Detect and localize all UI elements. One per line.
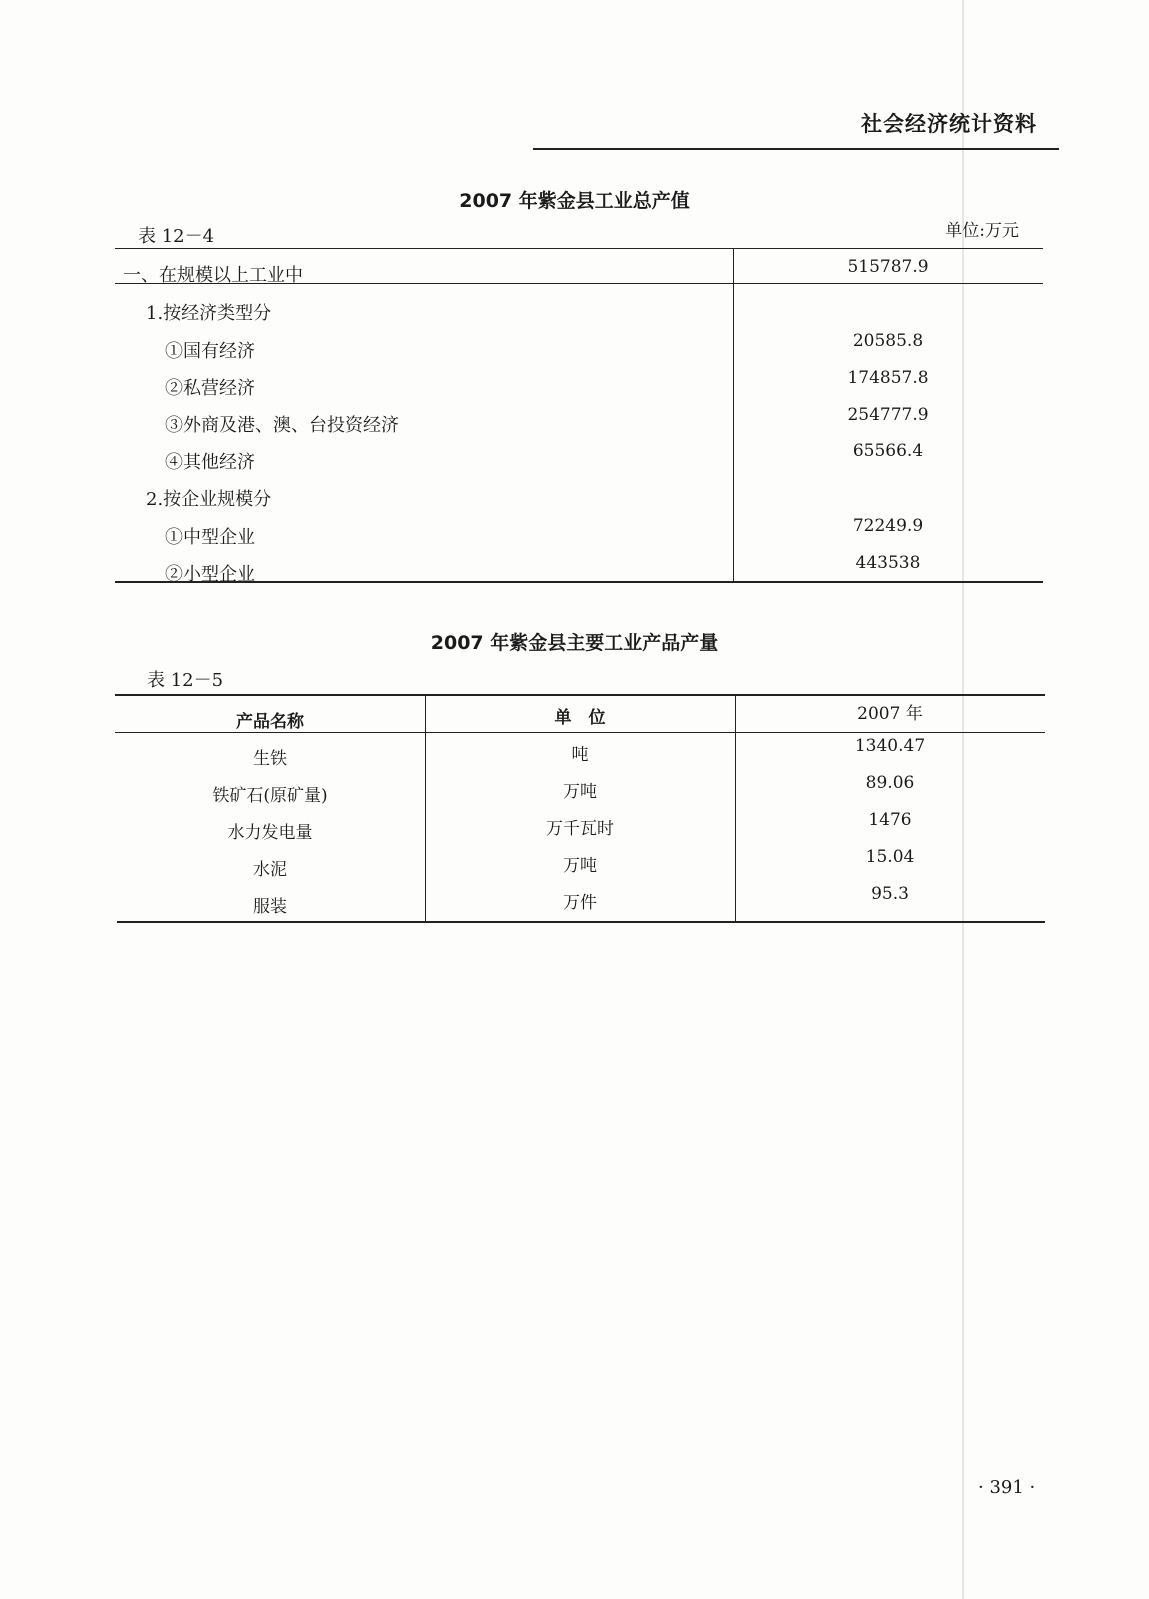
- running-header: 社会经济统计资料: [861, 112, 1037, 136]
- table2-cell-unit: 吨: [571, 745, 589, 765]
- table2-cell-product: 生铁: [253, 749, 287, 769]
- table1-row-label: 2.按企业规模分: [146, 489, 272, 510]
- table1-row-value: 20585.8: [852, 331, 924, 351]
- table2-header-unit: 单 位: [554, 708, 606, 728]
- table2-number: 表 12－5: [147, 670, 224, 691]
- table2-cell-unit: 万千瓦时: [546, 819, 614, 839]
- table2-cell-value: 15.04: [865, 847, 915, 867]
- table1-title: 2007 年紫金县工业总产值: [459, 190, 690, 212]
- page-number: · 391 ·: [978, 1477, 1036, 1498]
- table1-top-rule: [115, 248, 1043, 249]
- table1-row-value: 443538: [855, 553, 921, 573]
- table2-top-rule: [115, 694, 1045, 696]
- table2-header-year: 2007 年: [857, 704, 923, 724]
- table2-title: 2007 年紫金县主要工业产品产量: [430, 632, 719, 654]
- table1-row-label: ①国有经济: [165, 341, 255, 362]
- table2-cell-product: 水泥: [253, 860, 287, 880]
- table1-row-label: ①中型企业: [165, 527, 255, 548]
- table1-row-label: 一、在规模以上工业中: [123, 265, 303, 286]
- table2-cell-product: 铁矿石(原矿量): [212, 786, 328, 806]
- table2-cell-value: 95.3: [871, 884, 909, 904]
- table2-header-rule: [115, 732, 1045, 733]
- table1-row-label: 1.按经济类型分: [146, 303, 272, 324]
- table2-cell-value: 89.06: [865, 773, 915, 793]
- table1-row-label: ②小型企业: [165, 564, 255, 585]
- table1-row-value: 254777.9: [847, 405, 929, 425]
- table1-row-label: ③外商及港、澳、台投资经济: [165, 415, 399, 436]
- table2-cell-unit: 万件: [563, 893, 597, 913]
- table2-cell-product: 水力发电量: [227, 823, 313, 843]
- table2-cell-value: 1340.47: [854, 736, 926, 756]
- table2-column-divider: [425, 694, 426, 921]
- table2-cell-unit: 万吨: [563, 856, 597, 876]
- table2-cell-unit: 万吨: [563, 782, 597, 802]
- table2-header-product: 产品名称: [236, 712, 304, 732]
- table1-row-value: 65566.4: [852, 441, 924, 461]
- table1-row-value: 174857.8: [847, 368, 929, 388]
- table1-row-label: ④其他经济: [165, 452, 255, 473]
- table1-number: 表 12－4: [138, 226, 215, 247]
- table1-row-label: ②私营经济: [165, 378, 255, 399]
- table1-row-value: 72249.9: [852, 516, 924, 536]
- table2-bottom-rule: [117, 921, 1045, 923]
- table2-cell-value: 1476: [868, 810, 912, 830]
- table1-unit: 单位:万元: [945, 221, 1019, 241]
- table1-row-value: 515787.9: [847, 257, 929, 277]
- header-rule: [533, 148, 1059, 150]
- table2-cell-product: 服装: [253, 897, 287, 917]
